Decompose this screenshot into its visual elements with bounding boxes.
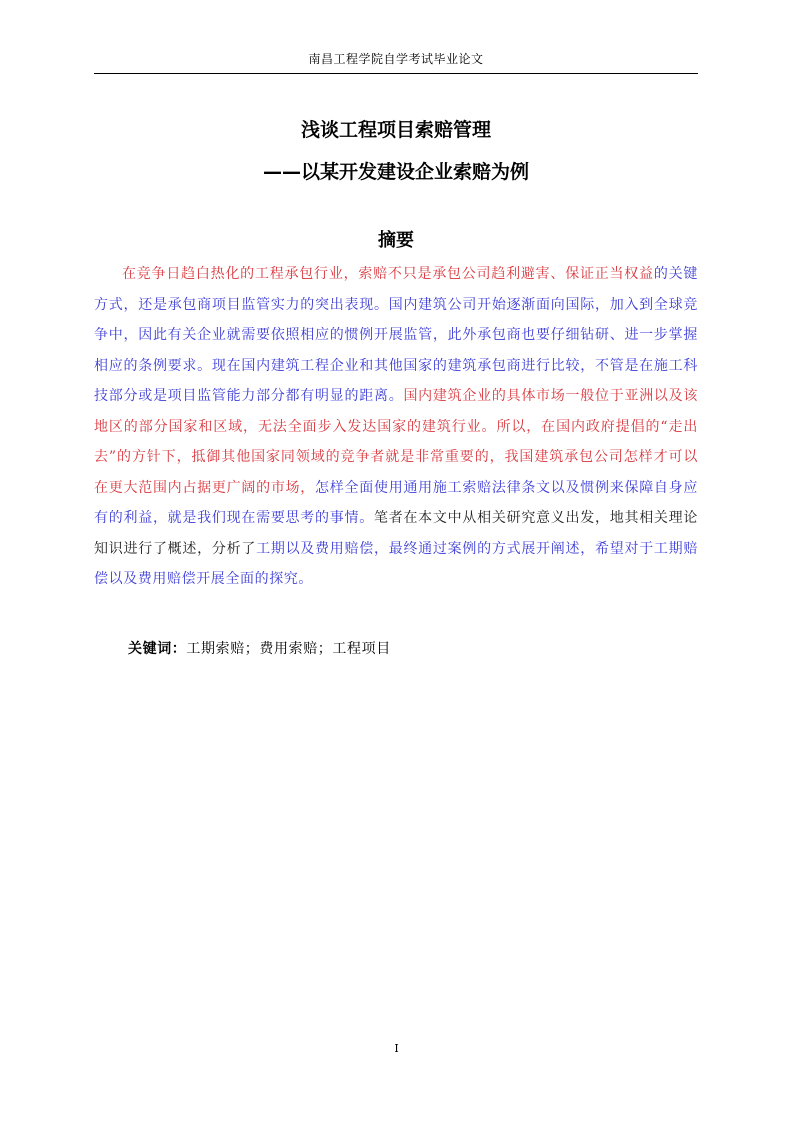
page-header: 南昌工程学院自学考试毕业论文 [308, 52, 484, 66]
paper-title: 浅谈工程项目索赔管理 [300, 119, 491, 141]
paper-subtitle: ——以某开发建设企业索赔为例 [262, 161, 529, 183]
abstract-segment: 工期以及费用赔偿，最终通过案例的方式展开阐述，希望对于工期赔偿以及费用赔偿开展全面的探究。 [94, 540, 698, 587]
page-number: I [394, 1042, 399, 1055]
keywords-line [128, 634, 698, 664]
abstract-segment: 怎样全面使用通用施工索赔法律条文以及惯例来保障自身应有的利益，就是我们现在需要思考的事情。 [94, 479, 698, 526]
header-rule [94, 73, 698, 74]
abstract-segment: 在竞争日趋白热化的工程承包行业，索赔不只是承包公司趋利避害、保证正当权益 [122, 266, 654, 282]
abstract-body [94, 259, 698, 595]
abstract-segment: 国内建筑企业的具体市场一般位于亚洲以及该地区的部分国家和区域，无法全面步入发达国家的建筑行业。所以，在国内政府提倡的“走出去”的方针下，抵御其他国家同领域的竞争者就是非常重要的，我国建筑承包公司怎样才可以在更大范围内占据更广阔的市场， [94, 388, 698, 496]
abstract-segment: 笔者在本文中从相关研究意义出发，地其相关理论知识进行了概述，分析了 [94, 510, 698, 557]
keywords-label: 关键词： [128, 641, 187, 657]
abstract-segment: 的关键方式，还是承包商项目监管实力的突出表现。国内建筑公司开始逐渐面向国际，加入到全球竞争中，因此有关企业就需要依照相应的惯例开展监管，此外承包商也要仔细钻研、进一步掌握相应的条例要求。现在国内建筑工程企业和其他国家的建筑承包商进行比较，不管是在施工科技部分或是项目监管能力部分都有明显的距离。 [94, 266, 698, 404]
abstract-heading: 摘要 [378, 230, 414, 251]
keywords-text: 工期索赔；费用索赔；工程项目 [186, 641, 391, 657]
